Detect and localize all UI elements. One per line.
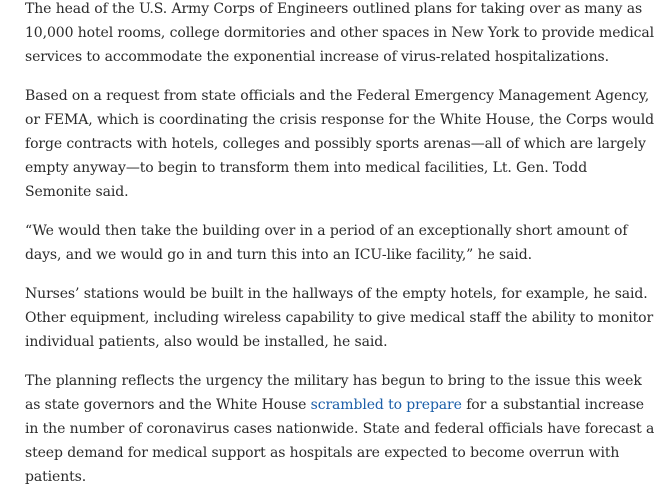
article-body bbox=[25, 0, 655, 504]
paragraph-text: for a substantial increase in the number of coronavirus cases nationwide. State and federal officials have forecast a steep demand for medical support as hospitals are expected to become overrun with patients. bbox=[25, 397, 655, 485]
article-paragraph: Based on a request from state officials and the Federal Emergency Management Agency, or FEMA, which is coordinating the crisis response for the White House, the Corps would forge contracts with hotels, colleges and possibly sports arenas—all of which are largely empty anyway—to begin to transform them into medical facilities, Lt. Gen. Todd Semonite said. bbox=[25, 88, 655, 200]
scrambled-to-prepare-link[interactable]: scrambled to prepare bbox=[310, 397, 462, 413]
article-paragraph: Nurses’ stations would be built in the hallways of the empty hotels, for example, he said. Other equipment, including wireless capability to give medical staff the ability to monitor individual patients, also would be installed, he said. bbox=[25, 286, 654, 350]
article-paragraph: “We would then take the building over in a period of an exceptionally short amount of days, and we would go in and turn this into an ICU-like facility,” he said. bbox=[25, 223, 628, 263]
paragraph-text: The planning reflects the urgency the military has begun to bring to the issue this week as state governors and the White House bbox=[25, 373, 642, 413]
article-paragraph: The head of the U.S. Army Corps of Engineers outlined plans for taking over as many as 10,000 hotel rooms, college dormitories and other spaces in New York to provide medical services to accommodate the exponential increase of virus-related hospitalizations. bbox=[25, 1, 654, 65]
article-paragraph bbox=[25, 369, 655, 489]
